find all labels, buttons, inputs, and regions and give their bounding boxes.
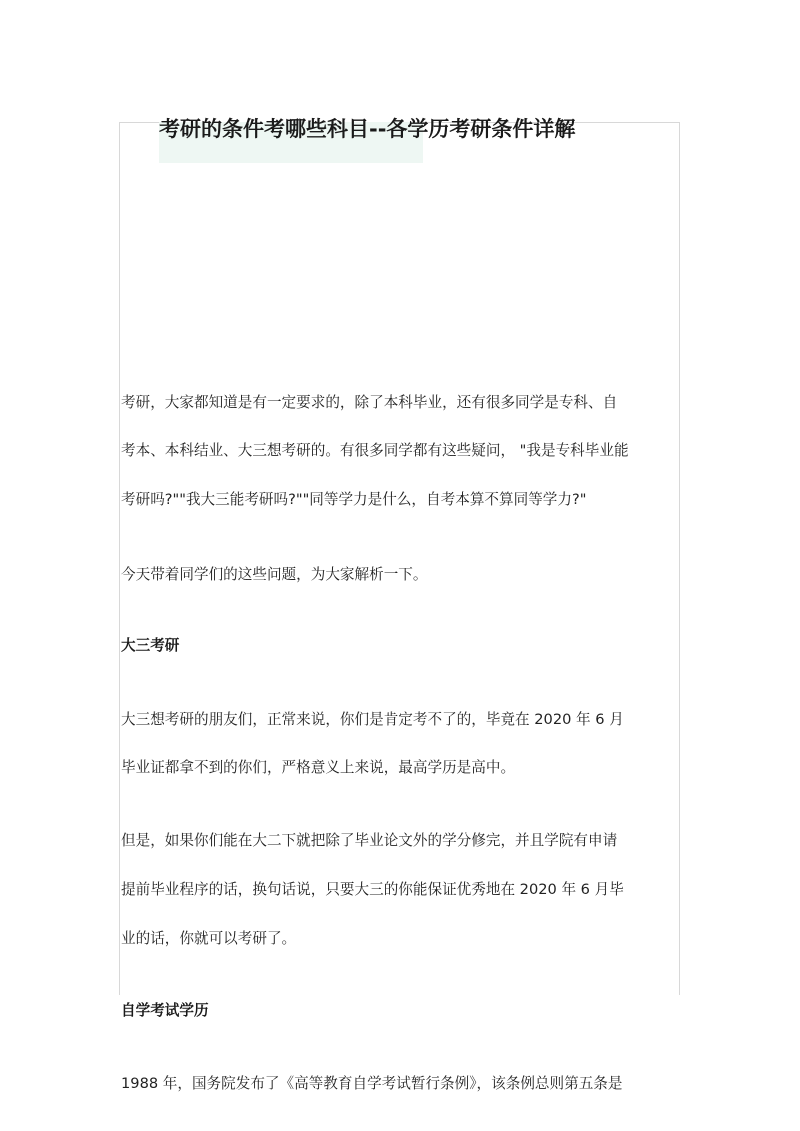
junior-para2-line-2: 提前毕业程序的话，换句话说，只要大三的你能保证优秀地在 2020 年 6 月毕 [121, 881, 624, 898]
junior-para2-line-3: 业的话，你就可以考研了。 [121, 930, 297, 947]
junior-para1-line-1: 大三想考研的朋友们，正常来说，你们是肯定考不了的，毕竟在 2020 年 6 月 [121, 711, 624, 728]
section-heading-junior-year: 大三考研 [121, 637, 180, 654]
section-heading-self-study-exam: 自学考试学历 [121, 1002, 209, 1019]
document-title: 考研的条件考哪些科目--各学历考研条件详解 [159, 117, 576, 141]
junior-para1-line-2: 毕业证都拿不到的你们，严格意义上来说，最高学历是高中。 [121, 759, 516, 776]
junior-para2-line-1: 但是，如果你们能在大二下就把除了毕业论文外的学分修完，并且学院有申请 [121, 832, 618, 849]
intro-line-3: 考研吗?""我大三能考研吗?""同等学力是什么，自考本算不算同等学力?" [121, 491, 587, 508]
intro-line-2: 考本、本科结业、大三想考研的。有很多同学都有这些疑问， "我是专科毕业能 [121, 442, 629, 459]
content-frame [119, 122, 680, 995]
self-study-para1-line-1: 1988 年，国务院发布了《高等教育自学考试暂行条例》，该条例总则第五条是 [121, 1075, 623, 1092]
intro-follow: 今天带着同学们的这些问题，为大家解析一下。 [121, 566, 428, 583]
intro-line-1: 考研，大家都知道是有一定要求的，除了本科毕业，还有很多同学是专科、自 [121, 394, 618, 411]
